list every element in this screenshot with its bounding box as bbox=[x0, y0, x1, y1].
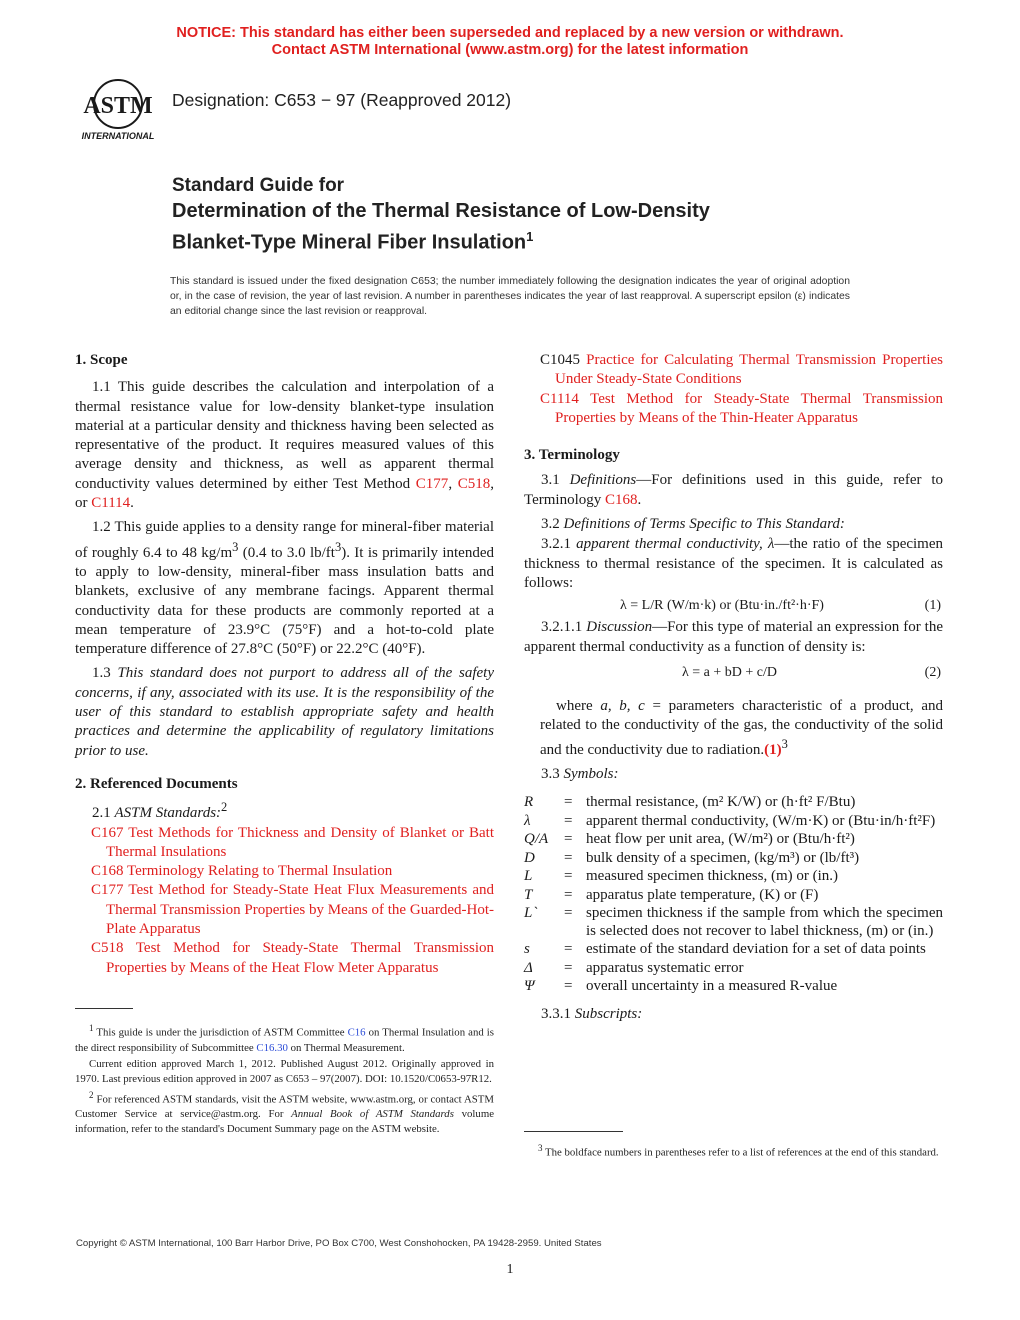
designation: Designation: C653 − 97 (Reapproved 2012) bbox=[172, 90, 512, 110]
symbol-equals: = bbox=[564, 959, 573, 976]
section-3-heading: 3. Terminology bbox=[524, 447, 620, 464]
symbol-equals: = bbox=[564, 868, 573, 885]
symbol-row bbox=[524, 813, 943, 832]
symbol-name: Δ bbox=[524, 959, 533, 976]
referenced-document-title-link[interactable]: Test Method for Steady-State Heat Flux Measurements and Thermal Transmission Properties by Means of the Guarded-Hot-Plate Apparatus bbox=[106, 882, 494, 938]
footnote-2: $^2$ For referenced ASTM standards, visit the ASTM website, www.astm.org, or contact ASTM Customer Service at service@astm.org. For Annual Book of ASTM Standards volume information, refer to the standard's Document Summary page on the ASTM website. bbox=[75, 1089, 495, 1136]
symbol-name: R bbox=[524, 794, 534, 811]
symbol-name: D bbox=[524, 849, 535, 866]
referenced-document-item bbox=[75, 824, 494, 863]
right-column bbox=[524, 351, 943, 1024]
para-3-2-1-1: 3.2.1.1 Discussion—For this type of material an expression for the apparent thermal conductivity as a function of density is: bbox=[524, 619, 943, 655]
equation-1-number: (1) bbox=[924, 598, 941, 614]
symbol-name: Ψ bbox=[524, 978, 535, 995]
para-1-3: 1.3 This standard does not purport to address all of the safety concerns, if any, associated with its use. It is the responsibility of the user of this standard to establish appropriate safety and health practices and determine the applicability of regulatory limitations prior to use. bbox=[75, 665, 495, 759]
page-number: 1 bbox=[506, 1262, 514, 1277]
symbol-equals: = bbox=[564, 941, 573, 958]
title-block bbox=[172, 174, 710, 256]
referenced-document-item bbox=[75, 939, 494, 978]
symbol-definition: specimen thickness if the sample from which the specimen is selected does not recover to label thickness, (m) or (in.) bbox=[586, 905, 943, 939]
ref-c518-link[interactable]: C518 bbox=[457, 475, 491, 492]
symbol-equals: = bbox=[564, 886, 573, 903]
title-line-1: Standard Guide for bbox=[172, 175, 345, 196]
symbol-name: L` bbox=[524, 905, 538, 922]
astm-logo bbox=[72, 72, 164, 144]
symbol-name: L bbox=[524, 868, 533, 885]
para-3-1: 3.1 Definitions—For definitions used in this guide, refer to Terminology C168. bbox=[524, 472, 943, 508]
equation-2-body: λ = a + bD + c/D bbox=[682, 664, 778, 680]
symbol-definition: estimate of the standard deviation for a set of data points bbox=[586, 941, 926, 958]
referenced-documents-list-continued bbox=[524, 351, 943, 428]
para-3-2: 3.2 Definitions of Terms Specific to This Standard: bbox=[541, 516, 845, 533]
symbols-table bbox=[524, 794, 943, 997]
referenced-document-code-link[interactable]: C177 bbox=[91, 882, 124, 899]
where-clause: where a, b, c = parameters characteristic of a product, and related to the conductivity of the gas, the conductivity of the solid and the conductivity due to $radiation.(1)^3$ bbox=[540, 697, 943, 759]
para-3-3: 3.3 Symbols: bbox=[541, 765, 619, 782]
symbol-row bbox=[524, 794, 943, 813]
symbol-definition: heat flow per unit area, (W/m²) or (Btu/h·ft²) bbox=[586, 831, 855, 848]
equation-1-body: λ = L/R (W/m·k) or (Btu·in./ft²·h·F) bbox=[620, 598, 824, 614]
referenced-document-item bbox=[75, 881, 494, 939]
footnote-rule-right bbox=[524, 1131, 623, 1132]
referenced-document-title-link[interactable]: Terminology Relating to Thermal Insulation bbox=[123, 863, 393, 880]
symbol-definition: apparatus systematic error bbox=[586, 959, 744, 976]
ref-c177-link[interactable]: C177 bbox=[415, 475, 449, 492]
referenced-documents-list bbox=[75, 824, 494, 978]
notice-line-1: NOTICE: This standard has either been superseded and replaced by a new version or withdrawn. bbox=[176, 25, 844, 41]
symbol-row bbox=[524, 941, 943, 960]
reference-1-link[interactable]: (1) bbox=[764, 742, 782, 759]
footnotes-left bbox=[75, 1021, 494, 1137]
title-footnote-mark: 1 bbox=[526, 229, 534, 244]
symbol-name: Q/A bbox=[524, 831, 549, 848]
referenced-document-code-link[interactable]: C1045 bbox=[540, 352, 581, 368]
para-2-1: 2.1 ASTM Standards:$^2$ bbox=[92, 800, 228, 822]
symbol-row bbox=[524, 831, 943, 850]
footnote-1-edition: Current edition approved March 1, 2012. Published August 2012. Originally approved in 1970. Last previous edition approved in 2007 as C653 – 97(2007). DOI: 10.1520/C0653-97R12. bbox=[75, 1057, 494, 1085]
symbol-row bbox=[524, 850, 943, 869]
equation-1 bbox=[524, 593, 943, 618]
referenced-document-title-link[interactable]: Test Method for Steady-State Thermal Transmission Properties by Means of the Thin-Heater Apparatus bbox=[555, 390, 943, 426]
symbol-equals: = bbox=[564, 978, 573, 995]
title-line-3: Blanket-Type Mineral Fiber Insulation$^1$ bbox=[172, 229, 534, 254]
referenced-document-title-link[interactable]: Test Methods for Thickness and Density of Blanket or Batt Thermal Insulations bbox=[106, 824, 494, 860]
para-3-3-1: 3.3.1 Subscripts: bbox=[541, 1005, 643, 1022]
symbol-name: T bbox=[524, 886, 533, 903]
referenced-document-item bbox=[524, 351, 943, 390]
symbol-definition: apparatus plate temperature, (K) or (F) bbox=[586, 886, 819, 903]
left-column bbox=[75, 351, 494, 978]
section-1-heading: 1. Scope bbox=[75, 352, 128, 368]
symbol-row bbox=[524, 905, 943, 941]
equation-2 bbox=[524, 657, 943, 697]
symbol-equals: = bbox=[564, 849, 573, 866]
issued-note: This standard is issued under the fixed designation C653; the number immediately following the designation indicates the year of original adoption or, in the case of revision, the year of last revision. A number in parentheses indicates the year of last reapproval. A superscript epsilon (ε) indicates an editorial change since the last revision or reapproval. bbox=[170, 276, 850, 317]
committee-c16-link[interactable]: C16 bbox=[347, 1026, 366, 1039]
subcommittee-c1630-link[interactable]: C16.30 bbox=[256, 1041, 288, 1054]
referenced-document-item bbox=[524, 390, 943, 429]
ref-c168-link[interactable]: C168 bbox=[605, 491, 638, 508]
symbol-row bbox=[524, 978, 943, 997]
para-3-2-1: 3.2.1 apparent thermal conductivity, λ—the ratio of the specimen thickness to thermal resistance of the specimen. It is calculated as follows: bbox=[524, 536, 943, 591]
para-1-1: 1.1 This guide describes the calculation and interpolation of a thermal resistance value for low-density blanket-type insulation material at a particular density and thickness having been selected as representative of the product. It requires measured values of this average density and thickness, as well as apparent thermal conductivity values determined by either Test Method C177, C518, or C1114. bbox=[75, 379, 494, 512]
equation-2-number: (2) bbox=[924, 664, 941, 680]
referenced-document-code-link[interactable]: C168 bbox=[91, 863, 124, 880]
symbol-row bbox=[524, 960, 943, 979]
referenced-document-title-link[interactable]: Practice for Calculating Thermal Transmission Properties Under Steady-State Conditions bbox=[555, 352, 943, 388]
section-2-heading: 2. Referenced Documents bbox=[75, 775, 238, 792]
para-1-2: 1.2 This guide applies to a density range for mineral-fiber material of roughly 6.4 to 48 $kg/m^3$ (0.4 to 3.0 $lb/ft^3$). It is primarily intended to apply to low-density, mineral-fiber mass insulation batts and blankets, exclusive of any membrane facings. Apparent thermal conductivity data for these products are commonly reported at a mean temperature of 23.9°C (75°F) and a hot-to-cold plate temperature difference of 27.8°C (50°F) or 22.2°C (40°F). bbox=[75, 519, 494, 658]
referenced-document-code-link[interactable]: C1114 bbox=[540, 390, 579, 407]
symbol-equals: = bbox=[564, 905, 573, 922]
symbol-equals: = bbox=[564, 831, 573, 848]
notice-line-2: Contact ASTM International (www.astm.org) for the latest information bbox=[271, 42, 749, 58]
copyright-line: Copyright © ASTM International, 100 Barr Harbor Drive, PO Box C700, West Conshohocken, PA 19428-2959. United States bbox=[76, 1238, 602, 1249]
symbol-row bbox=[524, 887, 943, 906]
symbol-name: s bbox=[524, 941, 530, 958]
logo-caption: INTERNATIONAL bbox=[81, 131, 155, 141]
symbol-row bbox=[524, 868, 943, 887]
symbol-definition: bulk density of a specimen, (kg/m³) or (lb/ft³) bbox=[586, 849, 860, 866]
referenced-document-title-link[interactable]: Test Method for Steady-State Thermal Transmission Properties by Means of the Heat Flow Meter Apparatus bbox=[106, 940, 494, 976]
symbol-equals: = bbox=[564, 794, 573, 811]
title-line-2: Determination of the Thermal Resistance of Low-Density bbox=[172, 200, 710, 222]
symbol-equals: = bbox=[564, 812, 573, 829]
referenced-document-code-link[interactable]: C518 bbox=[91, 940, 124, 957]
symbol-definition: overall uncertainty in a measured R-value bbox=[586, 978, 838, 995]
referenced-document-code-link[interactable]: C167 bbox=[91, 824, 124, 841]
referenced-document-item bbox=[75, 862, 494, 881]
footnote-1: $^1$ This guide is under the jurisdiction of ASTM Committee C16 on Thermal Insulation and is the direct responsibility of Subcommittee C16.30 on Thermal Measurement. bbox=[75, 1023, 494, 1054]
symbol-definition: thermal resistance, (m² K/W) or (h·ft² F/Btu) bbox=[586, 794, 856, 811]
symbol-definition: apparent thermal conductivity, (W/m·K) or (Btu·in/h·ft²F) bbox=[586, 812, 936, 829]
footnote-rule-left bbox=[75, 1008, 133, 1009]
symbol-definition: measured specimen thickness, (m) or (in.) bbox=[586, 868, 839, 885]
footnote-3: $^3$ The boldface numbers in parentheses refer to a list of references at the end of this standard. bbox=[538, 1143, 939, 1159]
ref-c1114-link[interactable]: C1114 bbox=[91, 495, 131, 512]
logo-letters: ASTM bbox=[83, 93, 153, 119]
symbol-name: λ bbox=[524, 812, 531, 829]
